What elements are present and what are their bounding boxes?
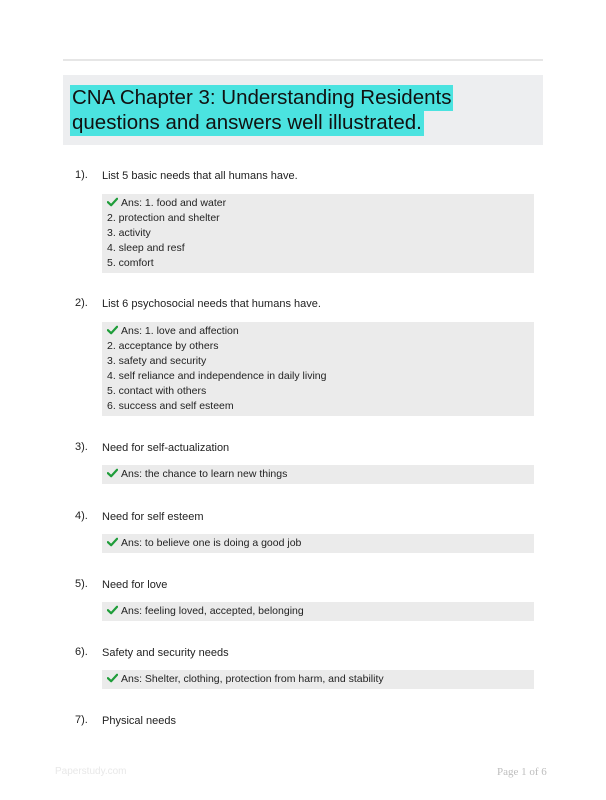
question-text: List 6 psychosocial needs that humans have. — [102, 298, 321, 310]
answer-line: 5. comfort — [107, 257, 154, 269]
question-text: Need for self-actualization — [102, 442, 230, 454]
footer-watermark: Paperstudy.com — [55, 766, 127, 777]
answer-line — [107, 324, 534, 339]
answer-line: 4. self reliance and independence in daily living — [107, 370, 327, 382]
answer-line — [107, 536, 534, 551]
check-icon — [107, 325, 118, 335]
top-divider — [63, 59, 543, 61]
question-text: Need for self esteem — [102, 511, 204, 523]
check-icon — [107, 197, 118, 207]
answer-line: 3. safety and security — [107, 355, 207, 367]
question-number: 6). — [75, 646, 88, 658]
check-icon — [107, 537, 118, 547]
question-text: Physical needs — [102, 715, 176, 727]
answer-box — [102, 194, 534, 273]
answer-box — [102, 534, 534, 553]
answer-line: 2. protection and shelter — [107, 212, 220, 224]
answer-box — [102, 602, 534, 621]
answer-box — [102, 465, 534, 484]
answer-box — [102, 670, 534, 689]
question-number: 3). — [75, 441, 88, 453]
answer-text: Ans: the chance to learn new things — [121, 468, 288, 480]
page-indicator: Page 1 of 6 — [497, 766, 547, 778]
question-text: Need for love — [102, 579, 168, 591]
page-title — [70, 85, 540, 135]
question-text: Safety and security needs — [102, 647, 229, 659]
question-number: 1). — [75, 169, 88, 181]
answer-line: 3. activity — [107, 227, 151, 239]
answer-line — [107, 196, 534, 211]
page-title-text: CNA Chapter 3: Understanding Residents questions and answers well illustrated. — [72, 86, 452, 134]
answer-line: 4. sleep and resf — [107, 242, 185, 254]
question-number: 5). — [75, 578, 88, 590]
question-text: List 5 basic needs that all humans have. — [102, 170, 298, 182]
answer-text: Ans: 1. love and affection — [121, 325, 239, 337]
question-number: 2). — [75, 297, 88, 309]
answer-text: Ans: 1. food and water — [121, 197, 227, 209]
answer-line — [107, 672, 534, 687]
answer-text: Ans: to believe one is doing a good job — [121, 537, 302, 549]
answer-line — [107, 604, 534, 619]
question-number: 4). — [75, 510, 88, 522]
answer-line: 2. acceptance by others — [107, 340, 219, 352]
check-icon — [107, 673, 118, 683]
check-icon — [107, 605, 118, 615]
check-icon — [107, 468, 118, 478]
answer-text: Ans: feeling loved, accepted, belonging — [121, 605, 304, 617]
answer-line: 5. contact with others — [107, 385, 207, 397]
answer-line — [107, 467, 534, 482]
answer-box — [102, 322, 534, 416]
answer-text: Ans: Shelter, clothing, protection from harm, and stability — [121, 673, 384, 685]
question-number: 7). — [75, 714, 88, 726]
answer-line: 6. success and self esteem — [107, 400, 234, 412]
